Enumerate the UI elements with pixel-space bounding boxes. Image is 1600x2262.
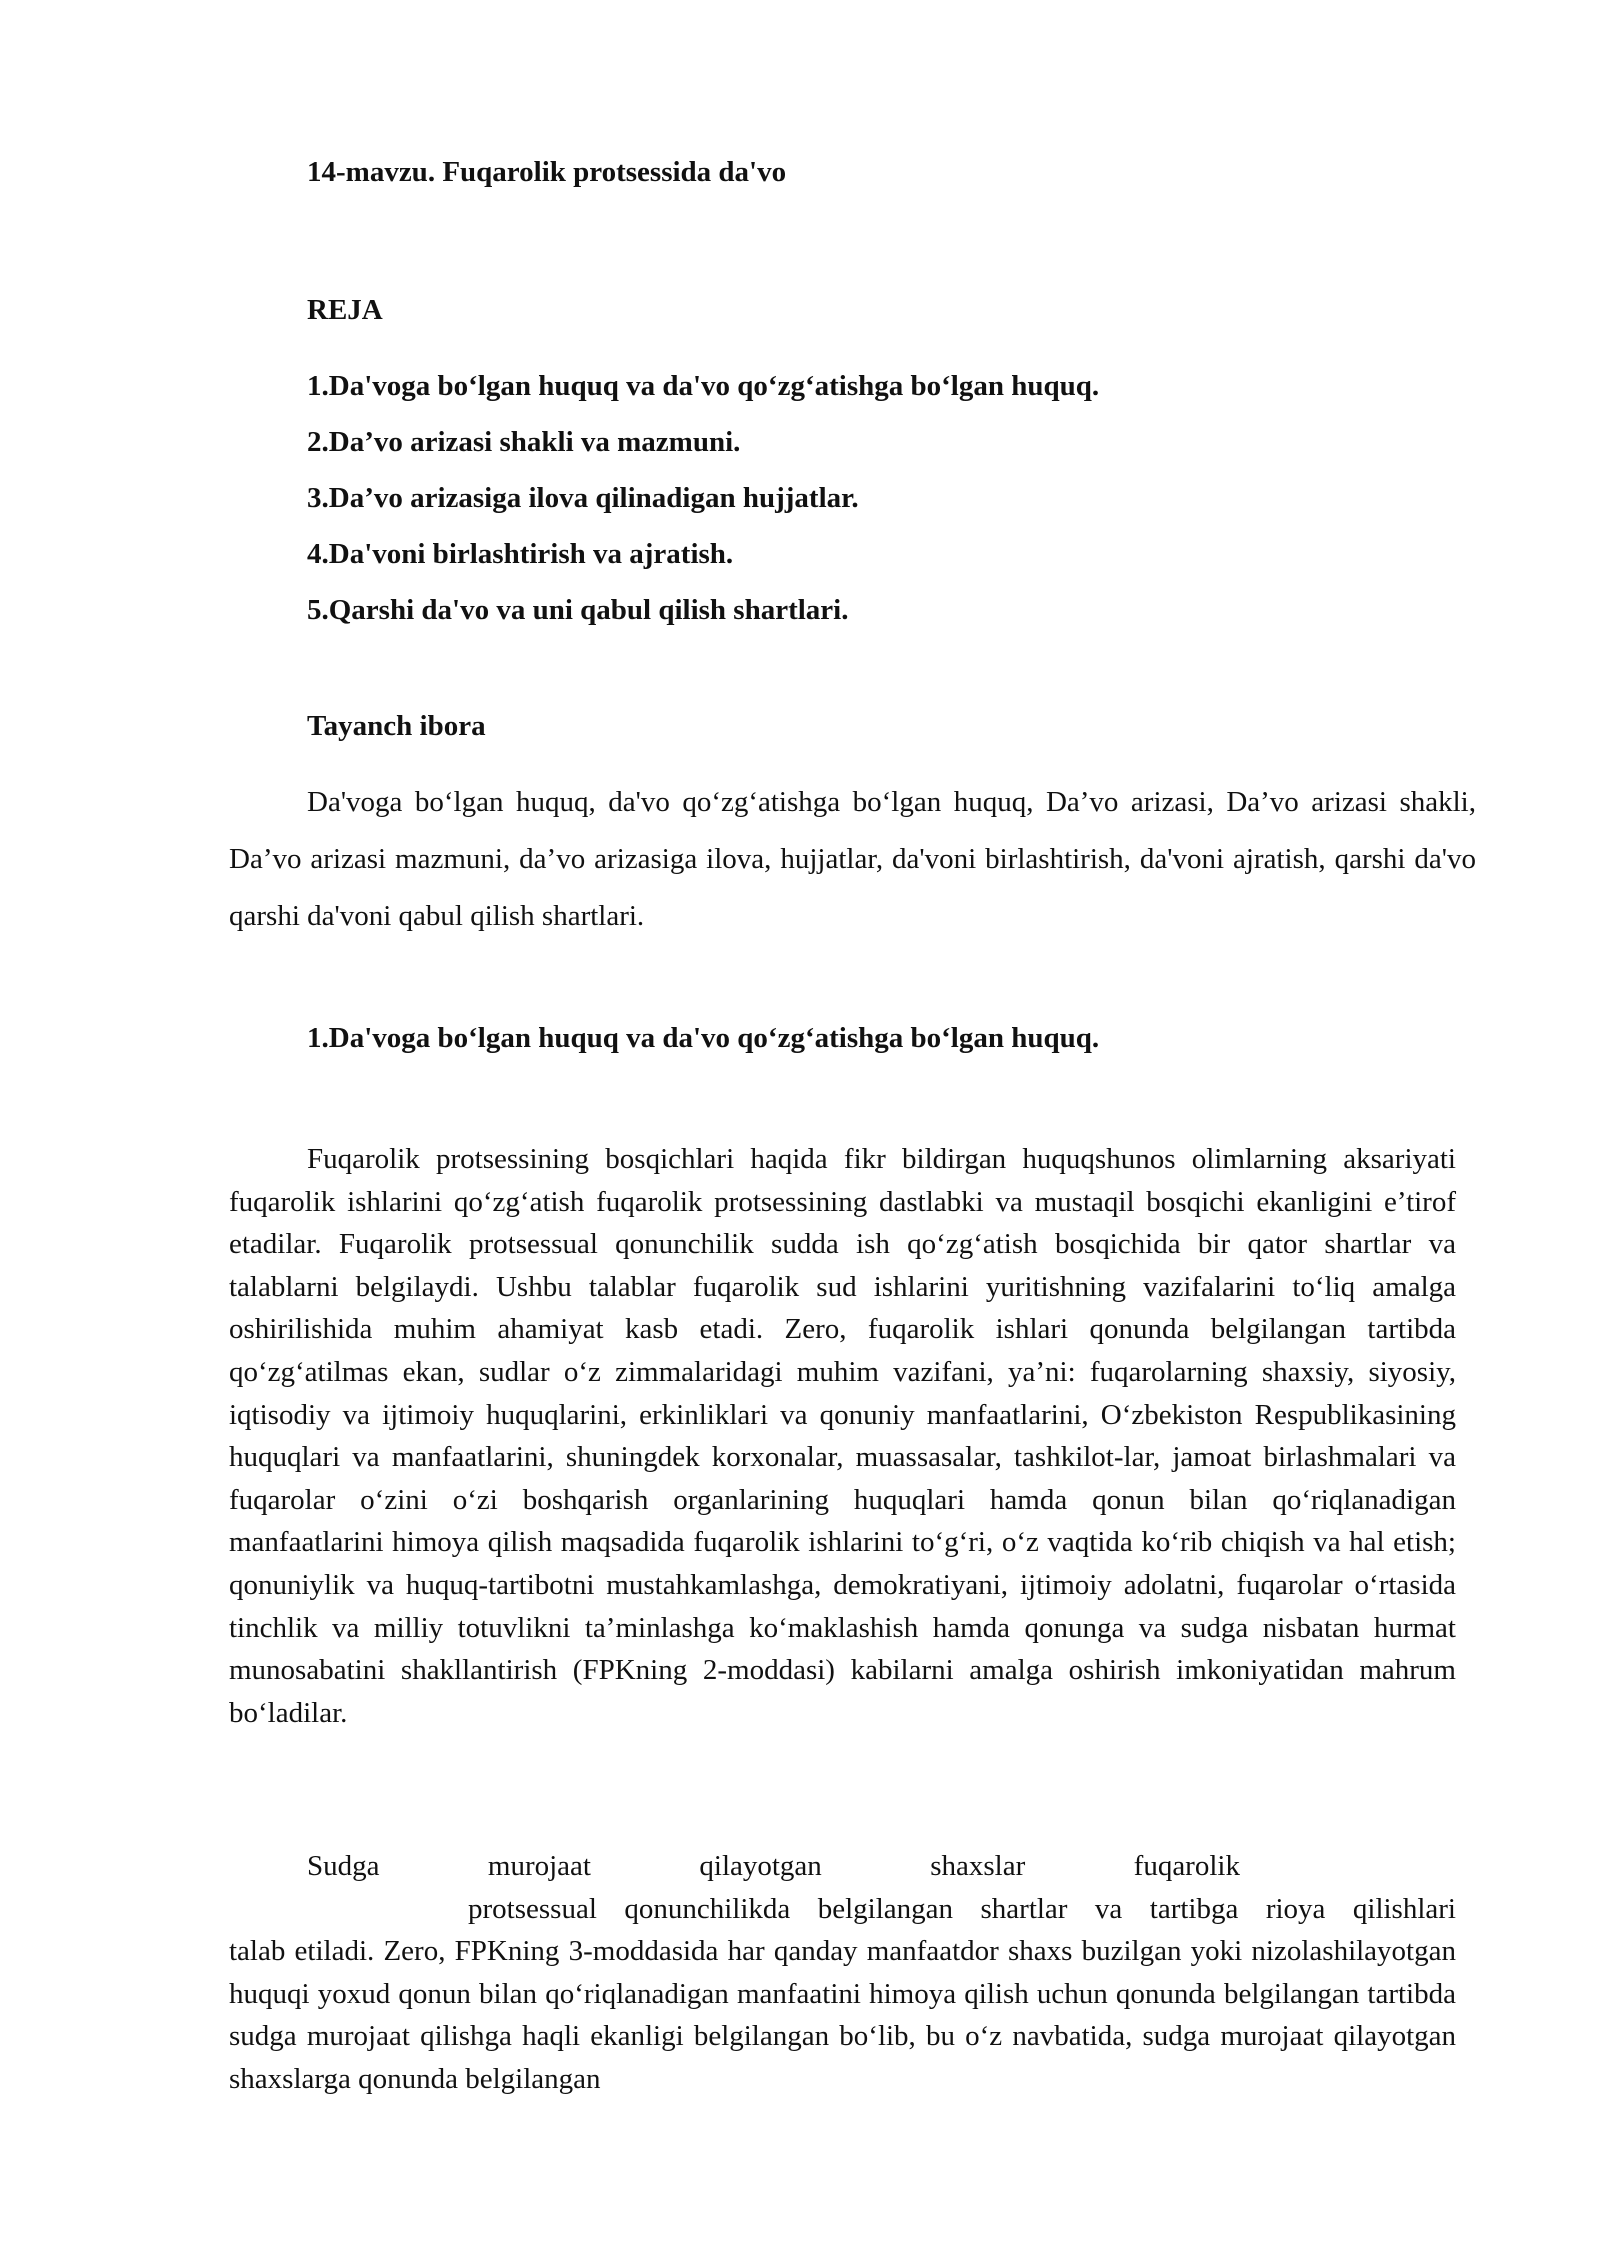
keywords-paragraph: Da'voga bo‘lgan huquq, da'vo qo‘zg‘atishga bo‘lgan huquq, Da’vo arizasi, Da’vo arizasi shakli, Da’vo arizasi mazmuni, da’vo arizasiga ilova, hujjatlar, da'voni birlashtirish, da'voni ajratish, qarshi da'vo qarshi da'voni qabul qilish shartlari. [229,786,1476,932]
paragraph-second-line: protsessual qonunchilikda belgilangan shartlar va tartibga rioya qilishlari [468,1892,1456,1925]
plan-heading: REJA [307,294,383,326]
paragraph-continuation: talab etiladi. Zero, FPKning 3-moddasida har qanday manfaatdor shaxs buzilgan yoki nizolashilayotgan huquqi yoxud qonun bilan qo‘riqlanadigan manfaatini himoya qilish uchun qonunda belgilangan tartibda sudga murojaat qilishga haqli ekanligi belgilangan bo‘lib, bu o‘z navbatida, sudga murojaat qilayotgan shaxslarga qonunda belgilangan [229,1935,1456,2095]
keywords-heading: Tayanch ibora [307,710,486,742]
body-paragraph: Fuqarolik protsessining bosqichlari haqida fikr bildirgan huquqshunos olimlarning aksariyati fuqarolik ishlarini qo‘zg‘atish fuqarolik protsessining dastlabki va mustaqil bosqichi ekanligini e’tirof etadilar. Fuqarolik protsessual qonunchilik sudda ish qo‘zg‘atish bosqichida bir qator shartlar va talablarni belgilaydi. Ushbu talablar fuqarolik sud ishlarini yuritishning vazifalarini to‘liq amalga oshirilishida muhim ahamiyat kasb etadi. Zero, fuqarolik ishlari qonunda belgilangan tartibda qo‘zg‘atilmas ekan, sudlar o‘z zimmalaridagi muhim vazifani, ya’ni: fuqarolarning shaxsiy, siyosiy, iqtisodiy va ijtimoiy huquqlarini, erkinliklari va qonuniy manfaatlarini, O‘zbekiston Respublikasining huquqlari va manfaatlarini, shuningdek korxonalar, muassasalar, tashkilot-lar, jamoat birlashmalari va fuqarolar o‘zini o‘zi boshqarish organlarining huquqlari hamda qonun bilan qo‘riqlanadigan manfaatlarini himoya qilish maqsadida fuqarolik ishlarini to‘g‘ri, o‘z vaqtida ko‘rib chiqish va hal etish; qonuniylik va huquq-tartibotni mustahkamlashga, demokratiyani, ijtimoiy adolatni, fuqarolar o‘rtasida tinchlik va milliy totuvlikni ta’minlashga ko‘maklashish hamda qonunga va sudga nisbatan hurmat munosabatini shakllantirish (FPKning 2-moddasi) kabilarni amalga oshirish imkoniyatidan mahrum bo‘ladilar. [229,1143,1456,1729]
word: qilayotgan [699,1850,822,1882]
section-heading: 1.Da'voga bo‘lgan huquq va da'vo qo‘zg‘atishga bo‘lgan huquq. [307,1022,1100,1054]
word: fuqarolik [1133,1850,1240,1882]
plan-item: 3.Da’vo arizasiga ilova qilinadigan hujjatlar. [307,482,859,514]
document-title: 14-mavzu. Fuqarolik protsessida da'vo [307,156,787,188]
plan-item: 1.Da'voga bo‘lgan huquq va da'vo qo‘zg‘atishga bo‘lgan huquq. [307,370,1100,402]
plan-item: 5.Qarshi da'vo va uni qabul qilish shartlari. [307,594,849,626]
word: shaxslar [930,1850,1026,1882]
plan-item: 2.Da’vo arizasi shakli va mazmuni. [307,426,741,458]
word: murojaat [487,1850,591,1882]
word: Sudga [307,1850,380,1882]
plan-list [307,358,1507,638]
paragraph-first-line [229,1845,1456,1888]
plan-item: 4.Da'voni birlashtirish va ajratish. [307,538,734,570]
body-paragraph-2 [229,1845,1456,2101]
